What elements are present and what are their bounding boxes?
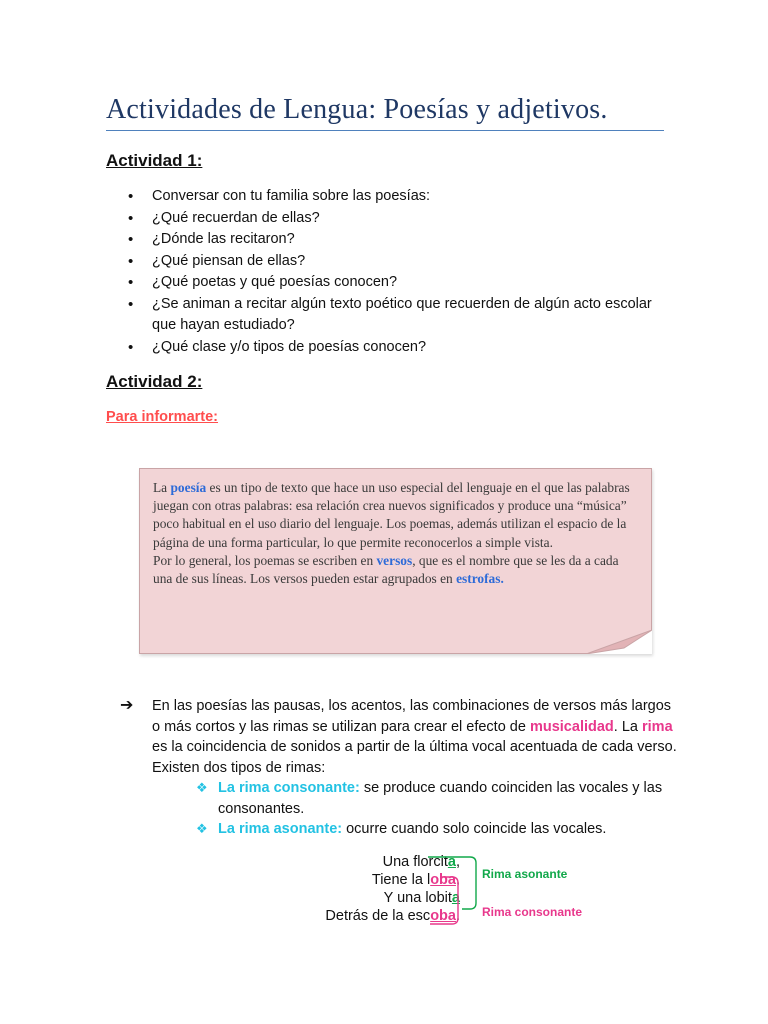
poem-text: . xyxy=(455,908,460,924)
rimas-text-segment: es la coincidencia de sonidos a partir de la última vocal acentuada de cada verso. Existen dos tipos de rimas: xyxy=(152,739,677,776)
actividad-2-heading: Actividad 2: xyxy=(106,372,203,391)
title-underline xyxy=(106,130,664,131)
list-item: • ¿Qué clase y/o tipos de poesías conocen? xyxy=(106,337,666,359)
rhyme-asonante: a xyxy=(451,890,460,906)
keyword-versos: versos xyxy=(376,552,413,568)
list-item: • ¿Dónde las recitaron? xyxy=(106,229,666,251)
keyword-musicalidad: musicalidad xyxy=(529,718,614,735)
rima-asonante-label: La rima asonante: xyxy=(218,821,343,837)
poem-line xyxy=(300,889,460,907)
poem-line xyxy=(300,907,460,925)
info-note xyxy=(139,468,652,654)
rima-consonante-item xyxy=(196,778,680,819)
note-text-segment: es un tipo de texto que hace un uso especial del lenguaje en el que las palabras juegan con otras palabras: esa relación crea nuevos significados y produce una “música” poco habitual en el uso diario del lenguaje. Los poemas, además utilizan el espacio de la página de una forma particular, lo que permite reconocerlos a simple vista. xyxy=(153,480,630,550)
diamond-bullet-icon: ❖ xyxy=(196,780,208,795)
para-informarte-label: Para informarte: xyxy=(106,409,219,425)
keyword-estrofas: estrofas. xyxy=(456,571,504,587)
page-title: Actividades de Lengua: Poesías y adjetivos. xyxy=(106,94,608,125)
poem-text: Una florcit xyxy=(382,854,448,870)
list-item: • ¿Qué poetas y qué poesías conocen? xyxy=(106,272,666,294)
actividad-1-list xyxy=(106,186,666,358)
list-item: • ¿Qué piensan de ellas? xyxy=(106,251,666,273)
poem-text: Tiene la l xyxy=(371,872,431,888)
rimas-text-segment: . La xyxy=(613,718,642,735)
poem-text: Y una lobit xyxy=(383,890,452,906)
diamond-bullet-icon: ❖ xyxy=(196,821,208,836)
rima-consonante-tag: Rima consonante xyxy=(482,905,583,919)
rimas-paragraph xyxy=(152,696,680,778)
note-text-segment: Por lo general, los poemas se escriben en xyxy=(153,552,377,568)
actividad-1-heading: Actividad 1: xyxy=(106,151,203,170)
rimas-text-segment: En las poesías las pausas, los acentos, las combinaciones de versos más largos o más cortos y las rimas se utilizan para crear el efecto de xyxy=(152,698,672,735)
page-curl-icon xyxy=(586,630,652,654)
poem-text: , xyxy=(455,872,460,888)
rima-consonante-label: La rima consonante: xyxy=(218,780,360,796)
poem-line xyxy=(300,871,460,889)
right-arrow-icon: ➔ xyxy=(120,697,134,714)
poem-line xyxy=(300,853,460,871)
info-note-text xyxy=(153,479,639,588)
example-poem xyxy=(300,853,460,925)
list-item: • Conversar con tu familia sobre las poesías: xyxy=(106,186,666,208)
list-item: • ¿Qué recuerdan de ellas? xyxy=(106,208,666,230)
rhyme-asonante: a xyxy=(447,854,456,870)
rhyme-consonante: oba xyxy=(430,908,456,924)
keyword-rima: rima xyxy=(642,718,673,735)
note-text-segment: La xyxy=(153,480,171,495)
note-text-segment: , que es el nombre que se les da a cada una de sus líneas. Los versos pueden estar agrupados en xyxy=(153,552,619,587)
rima-asonante-item xyxy=(196,819,680,840)
list-item: • ¿Se animan a recitar algún texto poético que recuerden de algún acto escolar que hayan estudiado? xyxy=(106,294,666,337)
rhyme-consonante: oba xyxy=(430,872,456,888)
keyword-poesia: poesía xyxy=(170,480,207,495)
poem-text: , xyxy=(455,854,460,870)
rima-asonante-tag: Rima asonante xyxy=(482,867,568,881)
rima-consonante-text: se produce cuando coinciden las vocales y las consonantes. xyxy=(218,780,663,817)
rimas-explanation xyxy=(120,696,680,840)
poem-text: Detrás de la esc xyxy=(325,908,431,924)
rima-asonante-text: ocurre cuando solo coincide las vocales. xyxy=(342,821,607,837)
